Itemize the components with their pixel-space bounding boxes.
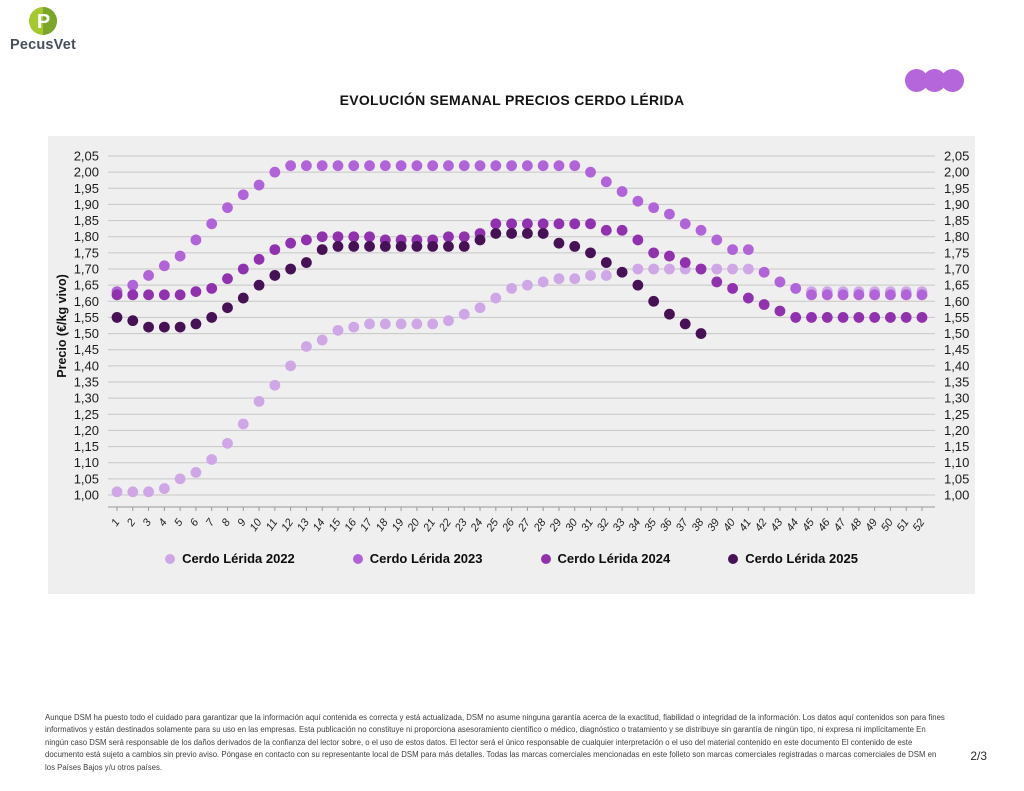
x-tick-label: 34 [626,516,644,534]
x-tick-label: 48 [847,516,865,534]
y-tick-label: 1,75 [73,245,99,261]
data-point [364,241,375,252]
data-point [711,235,722,246]
data-point [348,241,359,252]
data-point [522,160,533,171]
page-number: 2/3 [970,749,987,763]
y-tick-label: 1,10 [73,455,99,471]
data-point [459,160,470,171]
x-tick-label: 3 [140,516,155,529]
x-tick-label: 50 [879,516,896,534]
y-tick-label: 1,40 [73,358,99,374]
y-tick-label: 1,60 [73,293,99,309]
x-tick-label: 12 [279,516,297,534]
chart-legend [48,551,975,566]
data-point [632,196,643,207]
data-point [664,264,675,275]
data-point [822,289,833,300]
legend-item [353,551,483,566]
data-point [143,486,154,497]
y-tick-label: 1,15 [944,439,970,455]
data-point [632,280,643,291]
data-point [617,186,628,197]
x-tick-label: 20 [405,516,423,534]
data-point [806,289,817,300]
data-point [585,247,596,258]
y-tick-label: 1,15 [73,439,99,455]
data-point [664,309,675,320]
data-point [775,277,786,288]
data-point [238,419,249,430]
data-point [175,289,186,300]
x-tick-label: 23 [452,516,470,534]
data-point [490,293,501,304]
data-point [617,267,628,278]
data-point [506,160,517,171]
x-tick-label: 40 [721,516,739,534]
x-tick-label: 26 [500,516,518,534]
data-point [112,289,123,300]
data-point [585,167,596,178]
data-point [806,312,817,323]
data-point [301,235,312,246]
y-tick-label: 1,20 [944,422,970,438]
data-point [554,273,565,284]
svg-text:P: P [36,11,51,33]
data-point [459,241,470,252]
data-point [917,289,928,300]
data-point [238,293,249,304]
data-point [901,312,912,323]
y-tick-label: 1,65 [944,277,970,293]
data-point [522,280,533,291]
x-tick-label: 47 [831,516,849,534]
y-tick-label: 1,50 [944,326,970,342]
data-point [206,218,217,229]
y-tick-label: 1,10 [944,455,970,471]
data-point [885,289,896,300]
y-tick-label: 1,55 [73,309,99,325]
y-tick-label: 1,90 [944,196,970,212]
data-point [159,322,170,333]
data-point [427,160,438,171]
legend-dot-icon [165,554,175,564]
legend-dot-icon [728,554,738,564]
data-point [348,322,359,333]
y-tick-label: 1,80 [944,229,970,245]
data-point [238,264,249,275]
data-point [759,299,770,310]
data-point [838,289,849,300]
x-tick-label: 28 [531,516,549,534]
y-tick-label: 1,35 [73,374,99,390]
y-tick-label: 2,05 [73,148,99,164]
legend-label: Cerdo Lérida 2025 [745,551,858,566]
x-tick-label: 11 [263,516,281,534]
data-point [301,341,312,352]
data-point [175,322,186,333]
x-tick-label: 44 [784,516,802,534]
data-point [901,289,912,300]
series-cerdo-l-rida-2022 [112,264,928,498]
price-chart-svg [48,136,975,594]
y-tick-label: 1,55 [944,309,970,325]
data-point [191,318,202,329]
y-tick-label: 1,50 [73,326,99,342]
x-tick-label: 46 [815,516,833,534]
legend-dot-icon [353,554,363,564]
y-tick-label: 1,40 [944,358,970,374]
data-point [269,167,280,178]
y-tick-label: 1,85 [73,213,99,229]
x-tick-label: 22 [437,516,454,534]
x-tick-label: 17 [358,516,376,534]
x-tick-label: 42 [752,516,770,534]
data-point [127,280,138,291]
x-tick-label: 29 [547,516,565,534]
data-point [206,283,217,294]
data-point [427,318,438,329]
x-tick-label: 35 [642,516,660,534]
data-point [175,251,186,262]
data-point [869,312,880,323]
y-tick-label: 1,25 [944,406,970,422]
x-tick-label: 41 [736,516,754,534]
data-point [459,309,470,320]
pecusvet-p-icon [28,6,58,36]
y-tick-label: 1,20 [73,422,99,438]
data-point [743,244,754,255]
y-tick-label: 1,05 [73,471,99,487]
data-point [648,296,659,307]
data-point [696,264,707,275]
data-point [601,176,612,187]
data-point [364,318,375,329]
x-tick-label: 15 [326,516,344,534]
dot-icon [941,69,964,92]
data-point [127,315,138,326]
data-point [601,270,612,281]
data-point [364,160,375,171]
y-tick-label: 1,30 [944,390,970,406]
data-point [222,438,233,449]
data-point [317,160,328,171]
series-cerdo-l-rida-2024 [112,218,928,322]
data-point [648,264,659,275]
y-tick-label: 2,00 [944,164,970,180]
data-point [348,160,359,171]
data-point [585,270,596,281]
x-tick-label: 9 [235,516,249,529]
x-tick-label: 30 [563,516,581,534]
y-tick-label: 1,45 [73,342,99,358]
y-tick-label: 1,05 [944,471,970,487]
data-point [206,454,217,465]
data-point [506,283,517,294]
data-point [285,360,296,371]
data-point [475,160,486,171]
x-tick-label: 38 [689,516,707,534]
y-tick-label: 1,80 [73,229,99,245]
data-point [790,312,801,323]
y-tick-label: 1,35 [944,374,970,390]
data-point [632,264,643,275]
legend-dot-icon [541,554,551,564]
x-tick-label: 24 [468,516,486,534]
data-point [538,277,549,288]
data-point [538,218,549,229]
data-point [443,160,454,171]
x-tick-label: 19 [389,516,407,534]
data-point [648,247,659,258]
y-tick-label: 1,95 [73,180,99,196]
y-tick-label: 1,65 [73,277,99,293]
data-point [790,283,801,294]
data-point [554,218,565,229]
data-point [112,312,123,323]
data-point [333,160,344,171]
data-point [269,244,280,255]
y-tick-label: 1,00 [944,487,970,503]
data-point [411,318,422,329]
y-tick-label: 1,85 [944,213,970,229]
y-tick-label: 1,60 [944,293,970,309]
data-point [285,238,296,249]
x-tick-label: 36 [658,516,675,534]
data-point [506,228,517,239]
x-tick-label: 14 [310,516,328,534]
data-point [285,264,296,275]
data-point [269,380,280,391]
data-point [206,312,217,323]
data-point [885,312,896,323]
data-point [585,218,596,229]
data-point [191,286,202,297]
legend-label: Cerdo Lérida 2023 [369,551,483,566]
data-point [569,241,580,252]
data-point [364,231,375,242]
data-point [396,318,407,329]
data-point [506,218,517,229]
data-point [554,160,565,171]
data-point [759,267,770,278]
data-point [853,312,864,323]
data-point [664,251,675,262]
x-tick-label: 45 [800,516,817,534]
data-point [222,273,233,284]
x-tick-label: 8 [219,516,233,529]
data-point [159,483,170,494]
data-point [601,225,612,236]
x-tick-label: 25 [484,516,502,534]
data-point [648,202,659,213]
data-point [222,202,233,213]
data-point [743,264,754,275]
brand-name: PecusVet [9,37,77,53]
data-point [490,160,501,171]
x-tick-label: 43 [768,516,786,534]
x-tick-label: 49 [863,516,881,534]
x-tick-label: 2 [124,516,139,529]
data-point [191,235,202,246]
x-tick-label: 6 [188,516,202,529]
data-point [301,160,312,171]
data-point [127,486,138,497]
data-point [411,160,422,171]
data-point [569,273,580,284]
data-point [254,254,265,265]
data-point [617,225,628,236]
x-tick-label: 51 [894,516,912,534]
data-point [254,180,265,191]
y-axis-title: Precio (€/kg vivo) [55,274,69,378]
data-point [159,260,170,271]
disclaimer-text: Aunque DSM ha puesto todo el cuidado para garantizar que la información aquí contenida es correcta y está actualizada, DSM no asume ninguna garantía acerca de la exactitud, fiabilidad o integridad de la información. Los datos aquí contenidos son para fines informativos y están destinados solamente para su uso en las empresas. Esta publicación no constituye ni proporciona asesoramiento científico o médico, diagnóstico o tratamiento y se distribuye sin garantía de ningún tipo, ni expresa ni implícitamente En ningún caso DSM será responsable de los daños derivados de la confianza del lector sobre, o el uso de estos datos. El lector será el único responsable de cualquier interpretación o el uso del material contenido en este documento El contenido de este documento está sujeto a cambios sin previo aviso. Póngase en contacto con su representante local de DSM para más detalles. Todas las marcas comerciales mencionadas en este folleto son marcas comerciales registradas o marcas comerciales de DSM en los Países Bajos y/u otros países. [45,713,945,772]
data-point [301,257,312,268]
decorative-dots-icon [905,69,964,92]
y-tick-label: 1,95 [944,180,970,196]
y-tick-label: 1,00 [73,487,99,503]
data-point [601,257,612,268]
data-point [743,293,754,304]
data-point [680,257,691,268]
data-point [396,160,407,171]
data-point [285,160,296,171]
data-point [522,218,533,229]
y-tick-label: 1,70 [73,261,99,277]
x-tick-label: 7 [203,516,218,529]
data-point [333,241,344,252]
data-point [127,289,138,300]
y-tick-label: 1,75 [944,245,970,261]
data-point [269,270,280,281]
data-point [680,218,691,229]
x-tick-label: 10 [247,516,265,534]
data-point [775,306,786,317]
data-point [143,270,154,281]
data-point [380,318,391,329]
data-point [632,235,643,246]
data-point [664,209,675,220]
chart-panel [48,136,975,594]
legend-item [165,551,295,566]
data-point [396,241,407,252]
page-title: EVOLUCIÓN SEMANAL PRECIOS CERDO LÉRIDA [339,92,685,108]
data-point [443,315,454,326]
data-point [822,312,833,323]
data-point [727,244,738,255]
data-point [459,231,470,242]
data-point [443,241,454,252]
x-tick-label: 13 [295,516,312,534]
data-point [696,328,707,339]
legend-label: Cerdo Lérida 2024 [557,551,671,566]
y-tick-label: 1,25 [73,406,99,422]
x-tick-label: 31 [579,516,596,534]
x-tick-label: 4 [156,516,170,529]
data-point [317,231,328,242]
data-point [490,228,501,239]
data-point [143,322,154,333]
data-point [711,264,722,275]
series-cerdo-l-rida-2025 [112,228,707,339]
x-tick-label: 33 [610,516,628,534]
data-point [222,302,233,313]
x-tick-label: 32 [594,516,612,534]
data-point [333,325,344,336]
x-tick-label: 52 [910,516,928,534]
data-point [143,289,154,300]
data-point [317,244,328,255]
data-point [380,160,391,171]
data-point [680,318,691,329]
legend-label: Cerdo Lérida 2022 [182,551,295,566]
data-point [838,312,849,323]
x-tick-label: 27 [515,516,533,534]
data-point [475,302,486,313]
data-point [191,467,202,478]
data-point [411,241,422,252]
data-point [254,396,265,407]
data-point [443,231,454,242]
legend-item [541,551,671,566]
data-point [917,312,928,323]
pecusvet-logo [8,6,78,53]
data-point [569,160,580,171]
data-point [427,241,438,252]
data-point [869,289,880,300]
data-point [159,289,170,300]
data-point [175,473,186,484]
data-point [380,241,391,252]
data-point [554,238,565,249]
series-cerdo-l-rida-2023 [112,160,928,300]
data-point [711,277,722,288]
x-tick-label: 16 [342,516,360,534]
y-tick-label: 2,05 [944,148,970,164]
x-tick-label: 5 [172,516,186,529]
data-point [727,264,738,275]
data-point [538,160,549,171]
x-tick-label: 37 [673,516,691,534]
data-point [853,289,864,300]
y-tick-label: 1,70 [944,261,970,277]
data-point [317,335,328,346]
data-point [522,228,533,239]
data-point [569,218,580,229]
data-point [112,486,123,497]
legend-item [728,551,858,566]
data-point [348,231,359,242]
data-point [727,283,738,294]
y-tick-label: 1,90 [73,196,99,212]
data-point [490,218,501,229]
x-tick-label: 1 [109,516,123,529]
y-tick-label: 1,30 [73,390,99,406]
data-point [475,235,486,246]
x-tick-label: 39 [705,516,723,534]
y-tick-label: 1,45 [944,342,970,358]
data-point [238,189,249,200]
data-point [538,228,549,239]
data-point [333,231,344,242]
x-tick-label: 18 [373,516,391,534]
x-tick-label: 21 [421,516,439,534]
data-point [254,280,265,291]
y-tick-label: 2,00 [73,164,99,180]
data-point [696,225,707,236]
